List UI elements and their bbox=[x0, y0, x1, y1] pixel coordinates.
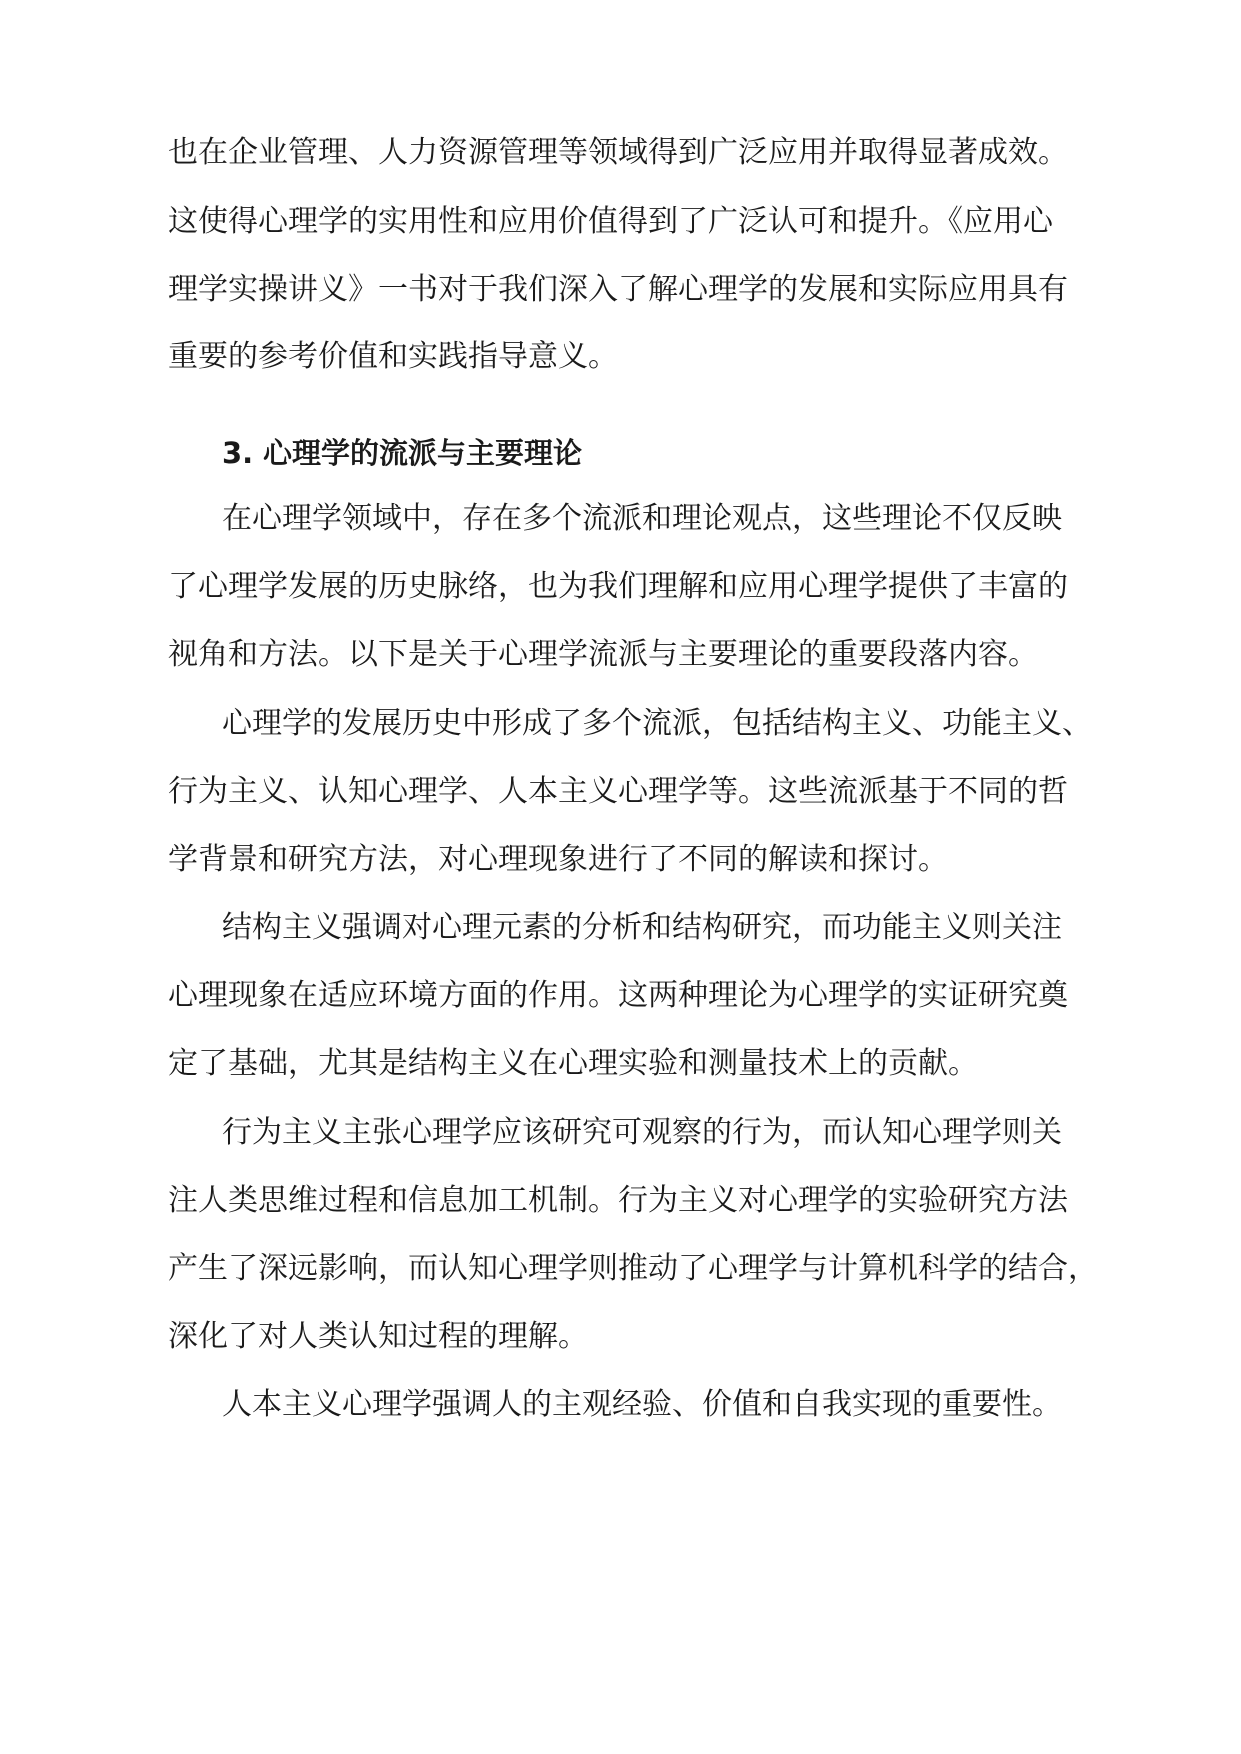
text-line bbox=[0, 1103, 1241, 1163]
text-line bbox=[0, 260, 1241, 320]
paragraph-text: 视角和方法。以下是关于心理学流派与主要理论的重要段落内容。 bbox=[168, 637, 1038, 672]
paragraph-text: 重要的参考价值和实践指导意义。 bbox=[168, 339, 618, 374]
text-line bbox=[0, 1171, 1241, 1231]
paragraph-text: 结构主义强调对心理元素的分析和结构研究，而功能主义则关注 bbox=[222, 910, 1062, 945]
text-line bbox=[0, 1239, 1241, 1299]
text-line bbox=[0, 192, 1241, 252]
text-line bbox=[0, 1307, 1241, 1367]
section-title: 心理学的流派与主要理论 bbox=[263, 436, 583, 470]
paragraph-text: 行为主义主张心理学应该研究可观察的行为，而认知心理学则关 bbox=[222, 1115, 1062, 1150]
text-line bbox=[0, 489, 1241, 549]
text-line bbox=[0, 898, 1241, 958]
paragraph-text: 注人类思维过程和信息加工机制。行为主义对心理学的实验研究方法 bbox=[168, 1183, 1068, 1218]
section-number: 3. bbox=[222, 436, 254, 470]
paragraph-text: 也在企业管理、人力资源管理等领域得到广泛应用并取得显著成效。 bbox=[168, 135, 1068, 170]
paragraph-text: 了心理学发展的历史脉络，也为我们理解和应用心理学提供了丰富的 bbox=[168, 569, 1068, 604]
paragraph-text: 这使得心理学的实用性和应用价值得到了广泛认可和提升。《应用心 bbox=[168, 204, 1053, 239]
text-line bbox=[0, 1375, 1241, 1435]
paragraph-text: 学背景和研究方法，对心理现象进行了不同的解读和探讨。 bbox=[168, 842, 948, 877]
text-line bbox=[0, 830, 1241, 890]
text-line bbox=[0, 1034, 1241, 1094]
text-line bbox=[0, 557, 1241, 617]
paragraph-text: 行为主义、认知心理学、人本主义心理学等。这些流派基于不同的哲 bbox=[168, 774, 1068, 809]
text-line bbox=[0, 327, 1241, 387]
paragraph-text: 心理学的发展历史中形成了多个流派，包括结构主义、功能主义、 bbox=[222, 706, 1092, 741]
text-line bbox=[0, 625, 1241, 685]
paragraph-text: 在心理学领域中，存在多个流派和理论观点，这些理论不仅反映 bbox=[222, 501, 1062, 536]
text-line bbox=[0, 694, 1241, 754]
text-line bbox=[0, 762, 1241, 822]
paragraph-text: 人本主义心理学强调人的主观经验、价值和自我实现的重要性。 bbox=[222, 1387, 1062, 1422]
paragraph-text: 心理现象在适应环境方面的作用。这两种理论为心理学的实证研究奠 bbox=[168, 978, 1068, 1013]
paragraph-text: 理学实操讲义》一书对于我们深入了解心理学的发展和实际应用具有 bbox=[168, 272, 1068, 307]
section-heading bbox=[0, 423, 1241, 483]
text-line bbox=[0, 123, 1241, 183]
text-line bbox=[0, 966, 1241, 1026]
paragraph-text: 定了基础，尤其是结构主义在心理实验和测量技术上的贡献。 bbox=[168, 1046, 978, 1081]
paragraph-text: 深化了对人类认知过程的理解。 bbox=[168, 1319, 588, 1354]
paragraph-text: 产生了深远影响，而认知心理学则推动了心理学与计算机科学的结合， bbox=[168, 1251, 1098, 1286]
